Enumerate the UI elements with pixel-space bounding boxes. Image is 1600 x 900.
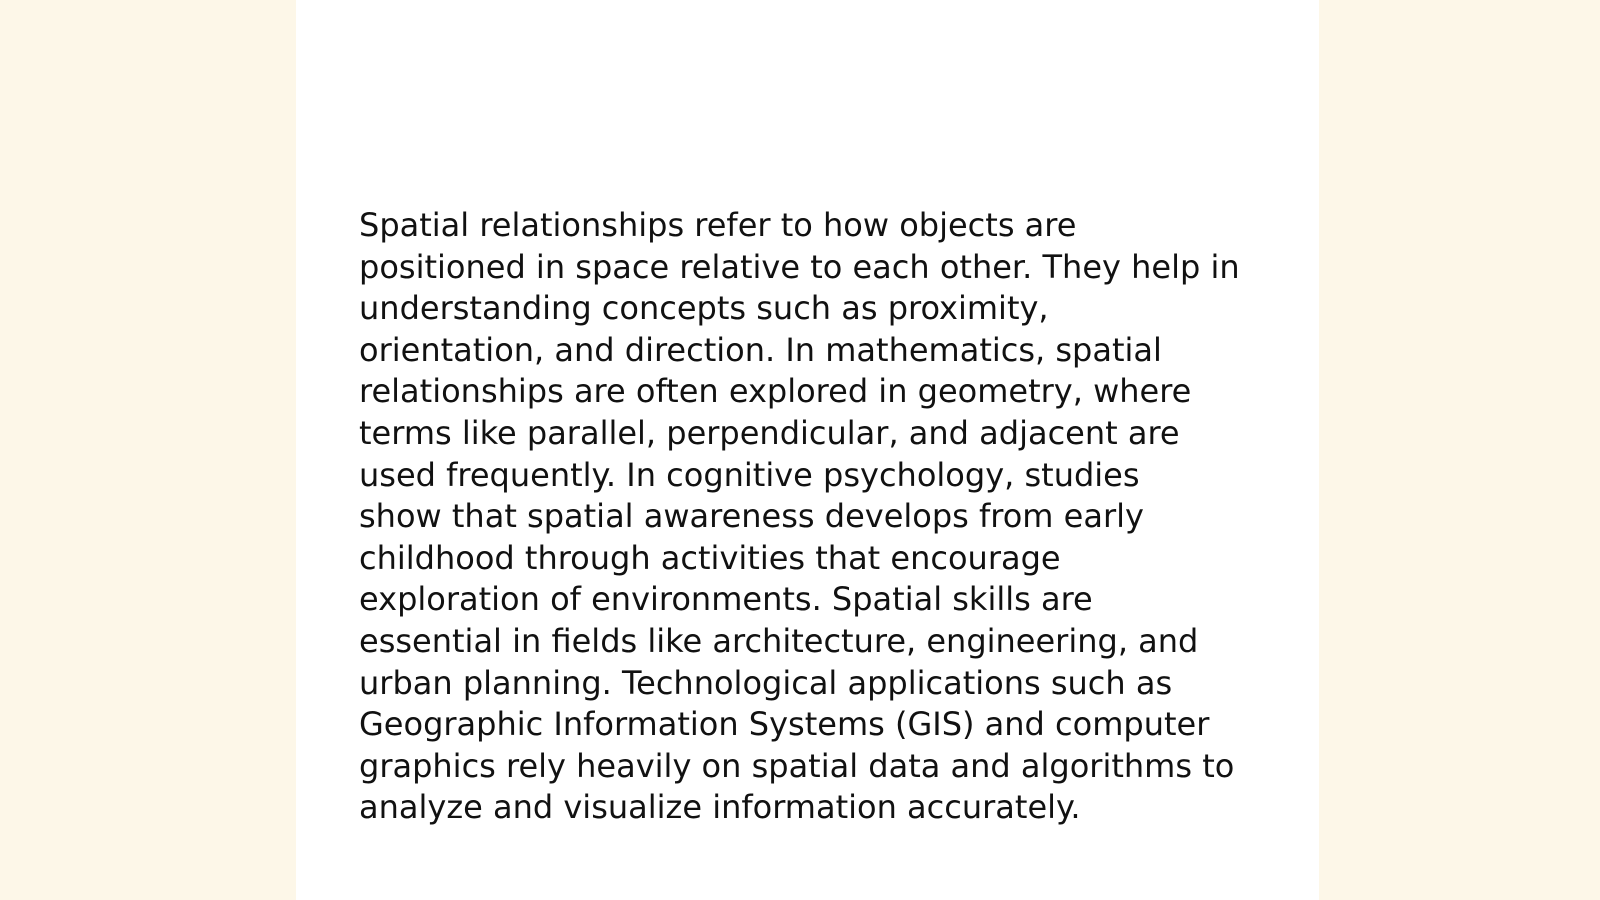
body-paragraph: Spatial relationships refer to how objects are positioned in space relative to each other. They help in understanding concepts such as proximity, orientation, and direction. In mathematics, spatial relationships are often explored in geometry, where terms like parallel, perpendicular, and adjacent are used frequently. In cognitive psychology, studies show that spatial awareness develops from early childhood through activities that encourage exploration of environments. Spatial skills are essential in fields like architecture, engineering, and urban planning. Technological applications such as Geographic Information Systems (GIS) and computer graphics rely heavily on spatial data and algorithms to analyze and visualize information accurately. — [359, 206, 1240, 827]
document-page — [296, 0, 1319, 900]
